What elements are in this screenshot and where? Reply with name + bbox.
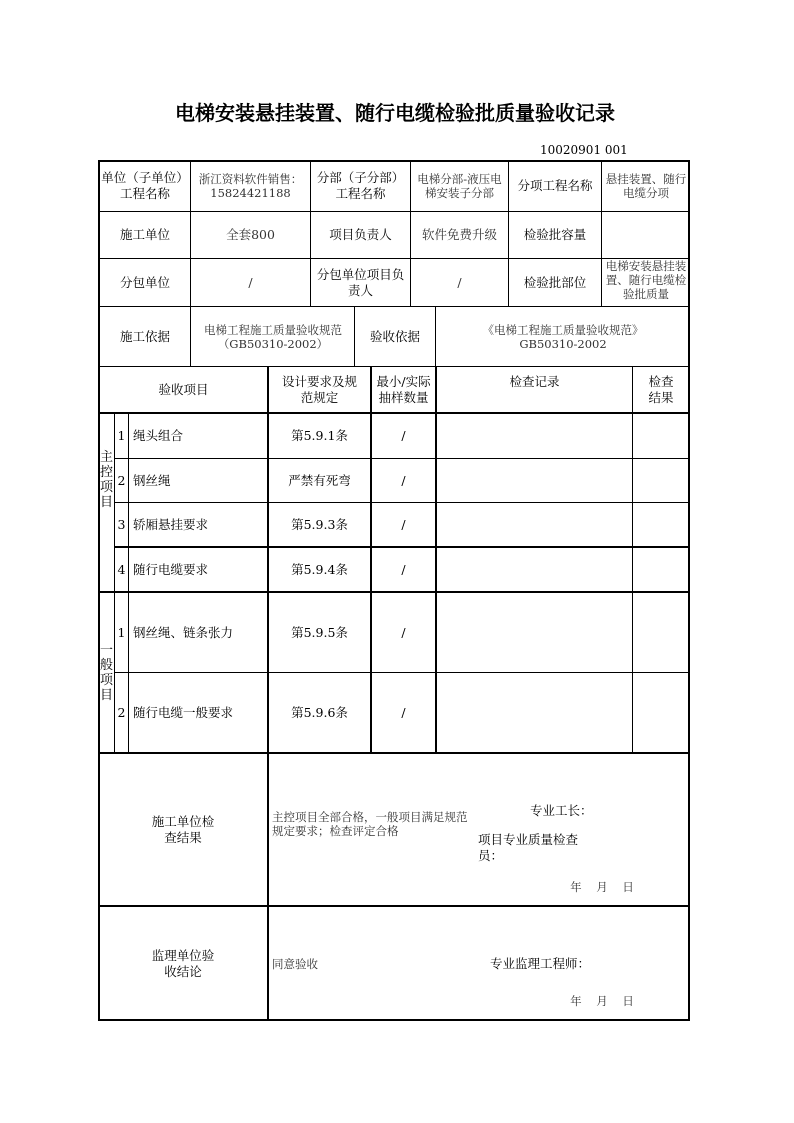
item-spec: 第5.9.4条	[291, 561, 348, 577]
item-number: 3	[117, 516, 126, 532]
contractor-check-date: 年 月 日	[570, 880, 634, 894]
unit-name-value: 浙江资料软件销售：15824421188	[198, 172, 303, 200]
item-spec: 第5.9.5条	[291, 624, 348, 640]
construction-basis-label: 施工依据	[119, 328, 170, 344]
supervisor-conclusion-date: 年 月 日	[570, 994, 634, 1008]
item-number: 2	[117, 704, 126, 720]
contractor-value: 全套800	[226, 227, 275, 242]
item-number: 2	[117, 472, 126, 488]
item-sample: /	[401, 472, 406, 488]
item-sample: /	[401, 516, 406, 532]
item-sample: /	[401, 704, 406, 720]
item-sample: /	[401, 561, 406, 577]
general-items-label: 一般项目	[99, 642, 113, 703]
batch-location-label: 检验批部位	[523, 274, 587, 290]
form-code: 10020901 001	[540, 143, 628, 157]
quality-inspector-signature-label: 项目专业质量检查员：	[478, 832, 579, 863]
item-name: 随行电缆一般要求	[133, 704, 234, 720]
col-design-requirement: 设计要求及规范规定	[281, 373, 357, 405]
construction-basis-value: 电梯工程施工质量验收规范（GB50310-2002）	[204, 322, 342, 351]
division-name-value: 电梯分部-液压电梯安装子分部	[417, 172, 502, 200]
foreman-signature-label: 专业工长：	[530, 803, 593, 818]
subcontractor-label: 分包单位	[119, 274, 170, 290]
acceptance-basis-label: 验收依据	[369, 328, 420, 344]
item-name: 绳头组合	[133, 428, 184, 443]
acceptance-basis-value: 《电梯工程施工质量验收规范》GB50310-2002	[482, 322, 644, 351]
item-name: 钢丝绳	[133, 472, 171, 488]
unit-name-label: 单位（子单位）工程名称	[101, 170, 189, 201]
item-number: 1	[117, 428, 126, 443]
item-spec: 严禁有死弯	[288, 472, 351, 488]
item-number: 1	[117, 624, 126, 640]
contractor-check-text: 主控项目全部合格，一般项目满足规范规定要求；检查评定合格	[272, 810, 468, 838]
batch-capacity-label: 检验批容量	[523, 227, 587, 242]
batch-location-value: 电梯安装悬挂装置、随行电缆检验批质量	[605, 259, 687, 301]
subcontractor-value: /	[248, 274, 253, 290]
project-manager-value: 软件免费升级	[421, 227, 497, 242]
subcontractor-pm-value: /	[457, 274, 462, 290]
col-sample-quantity: 最小/实际抽样数量	[376, 373, 431, 405]
batch-capacity-value	[603, 212, 689, 258]
project-manager-label: 项目负责人	[329, 227, 392, 242]
contractor-label: 施工单位	[119, 227, 170, 242]
item-name: 钢丝绳、链条张力	[133, 624, 234, 640]
division-name-label: 分部（子分部）工程名称	[316, 170, 405, 201]
contractor-check-label: 施工单位检查结果	[151, 813, 215, 845]
item-spec: 第5.9.1条	[291, 428, 348, 443]
subitem-name-value: 悬挂装置、随行电缆分项	[605, 172, 687, 200]
item-name: 轿厢悬挂要求	[133, 516, 209, 532]
col-check-result: 检查结果	[648, 373, 674, 405]
supervisor-conclusion-label: 监理单位验收结论	[151, 948, 215, 979]
item-sample: /	[401, 624, 406, 640]
subcontractor-pm-label: 分包单位项目负责人	[316, 266, 405, 298]
item-name: 随行电缆要求	[133, 561, 209, 577]
main-control-items-label: 主控项目	[99, 450, 113, 510]
item-number: 4	[117, 561, 126, 577]
item-sample: /	[401, 428, 406, 443]
item-spec: 第5.9.6条	[291, 704, 348, 720]
supervisor-conclusion-text: 同意验收	[272, 957, 318, 971]
page-title: 电梯安装悬挂装置、随行电缆检验批质量验收记录	[175, 101, 615, 125]
col-check-record: 检查记录	[509, 374, 560, 389]
supervising-engineer-signature-label: 专业监理工程师：	[490, 956, 591, 971]
subitem-name-label: 分项工程名称	[517, 178, 593, 193]
item-spec: 第5.9.3条	[291, 516, 348, 532]
col-inspection-item: 验收项目	[158, 381, 209, 397]
